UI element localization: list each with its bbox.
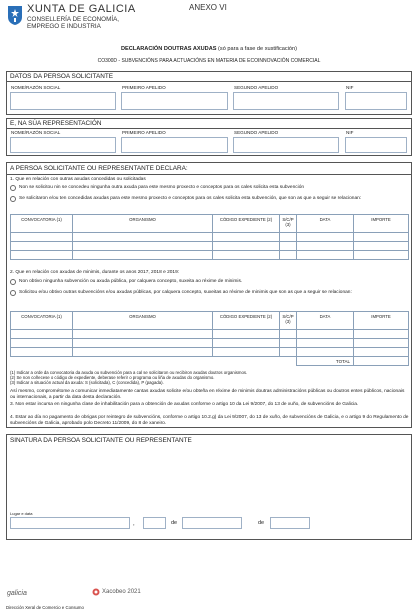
rep-surname1-field[interactable]	[121, 137, 228, 153]
note-1: (1) Indicar a orde da convocatoria da axuda ou subvención para a cal se solicitaron ou recibiron axudas doutros organismos.	[10, 370, 248, 375]
applicant-nif-label: NIF	[346, 85, 354, 90]
col-header: S/C/P (3)	[280, 312, 297, 330]
declaration-title: A PERSOA SOLICITANTE OU REPRESENTANTE DECLARA:	[10, 165, 188, 172]
applicant-surname2-field[interactable]	[233, 92, 339, 110]
place-date-label: Lugar e data	[10, 511, 33, 516]
q1-option2-text: Se solicitaron e/ou ten concedidas axudas para este mesmo proxecto e conceptos para os cales solicita esta subvención, que son as que a seguir se relacionan:	[19, 196, 362, 201]
q2-option2-text: Solicitou e/ou obtivo outras subvencións e/ou axudas públicas, por calquera concepto, suxeitas ao réxime de minimis que son as que a seguir se relacionan:	[19, 290, 352, 295]
col-header: ORGANISMO	[73, 215, 213, 233]
col-header: S/C/P (3)	[280, 215, 297, 233]
day-field[interactable]	[143, 517, 166, 529]
department-line-2: EMPREGO E INDUSTRIA	[27, 23, 101, 30]
xacobeo-logo-text: Xacobeo 2021	[102, 589, 141, 595]
applicant-surname1-label: PRIMEIRO APELIDO	[122, 85, 166, 90]
aids-table-2	[10, 311, 409, 366]
q1-option1-text: Non se solicitou nin se concedeu ningunha outra axuda para este mesmo proxecto e conceptos para os cales solicita esta subvención	[19, 185, 305, 190]
table-row	[11, 251, 409, 260]
col-header: CONVOCATORIA (1)	[11, 215, 73, 233]
q2-option1-text: Non obtivo ningunha subvención ou axuda pública, por calquera concepto, suxeita ao réxime de minimis.	[19, 279, 243, 284]
org-name: XUNTA DE GALICIA	[27, 3, 136, 15]
table-row	[11, 330, 409, 339]
col-header: IMPORTE	[354, 215, 409, 233]
rep-surname1-label: PRIMEIRO APELIDO	[122, 130, 166, 135]
note-3: (3) Indicar a situación actual da axuda: S (solicitada), C (concedida), P (pagada).	[10, 380, 164, 385]
comma: ,	[133, 521, 135, 527]
representative-title: E, NA SÚA REPRESENTACIÓN	[10, 120, 102, 127]
aids-table-1	[10, 214, 409, 260]
xacobeo-icon	[92, 588, 100, 596]
applicant-name-field[interactable]	[10, 92, 116, 110]
col-header: DATA	[297, 312, 354, 330]
applicant-name-label: NOME/RAZÓN SOCIAL	[11, 85, 61, 90]
note-2: (2) Se non coñecese o código de expediente, deberase referir o programa ou liña de axudas do organismo.	[10, 375, 215, 380]
month-field[interactable]	[182, 517, 242, 529]
annex-label: ANEXO VI	[189, 3, 227, 12]
directorate-label: Dirección Xeral de Comercio e Consumo	[6, 605, 84, 610]
rep-surname2-field[interactable]	[233, 137, 339, 153]
q1-option2-radio[interactable]	[10, 196, 16, 202]
place-field[interactable]	[10, 517, 130, 529]
divider	[6, 81, 412, 82]
title-note: (só para a fase de xustificación)	[218, 46, 298, 52]
total-label: TOTAL	[297, 357, 354, 366]
col-header: CÓDIGO EXPEDIENTE (2)	[213, 215, 280, 233]
de-label-1: de	[171, 520, 178, 526]
applicant-surname1-field[interactable]	[121, 92, 228, 110]
col-header: IMPORTE	[354, 312, 409, 330]
col-header: DATA	[297, 215, 354, 233]
rep-nif-field[interactable]	[345, 137, 407, 153]
question-2: 2. Que en relación con axudas de minimis, durante os anos 2017, 2018 e 2019:	[10, 270, 180, 275]
q2-option1-radio[interactable]	[10, 279, 16, 285]
de-label-2: de	[258, 520, 265, 526]
divider	[6, 128, 412, 129]
q2-option2-radio[interactable]	[10, 290, 16, 296]
table-row	[11, 348, 409, 357]
document-title	[0, 46, 418, 52]
rep-surname2-label: SEGUNDO APELIDO	[234, 130, 279, 135]
table-row	[11, 233, 409, 242]
signature-title: SINATURA DA PERSOA SOLICITANTE OU REPRESENTANTE	[10, 437, 192, 444]
procedure-subtitle: CO300D - SUBVENCIÓNS PARA ACTUACIÓNS EN MATERIA DE ECOINNOVACIÓN COMERCIAL	[97, 58, 321, 64]
title-main: DECLARACIÓN DOUTRAS AXUDAS	[120, 46, 217, 52]
total-row	[11, 357, 409, 366]
applicant-title: DATOS DA PERSOA SOLICITANTE	[10, 73, 113, 80]
divider	[6, 174, 412, 175]
xunta-shield-logo	[7, 5, 23, 26]
table-row	[11, 339, 409, 348]
applicant-nif-field[interactable]	[345, 92, 407, 110]
rep-name-field[interactable]	[10, 137, 116, 153]
total-field[interactable]	[354, 357, 409, 366]
question-3: 3. Non estar incursa en ningunha clase de inhabilitación para a obtención de axudas conforme o artigo 10 da Lei 9/2007, do 13 de xuño, de subvencións de Galicia.	[10, 402, 359, 407]
commitment-text: Así mesmo, comprométome a comunicar inmediatamente cantas axudas solicite e/ou obteña en réxime de minimis doutras administracións públicas ou doutros entes públicos, nacionais ou internacionais, a partir da data desta declaración.	[10, 389, 405, 401]
year-field[interactable]	[270, 517, 310, 529]
q1-option1-radio[interactable]	[10, 185, 16, 191]
col-header: CÓDIGO EXPEDIENTE (2)	[213, 312, 280, 330]
rep-nif-label: NIF	[346, 130, 354, 135]
table-row	[11, 242, 409, 251]
rep-name-label: NOME/RAZÓN SOCIAL	[11, 130, 61, 135]
question-4: 4. Estar ao día no pagamento de obrigas por reintegro de subvencións, conforme o artigo 10.2.g) da Lei 9/2007, do 13 de xuño, de subvencións de Galicia, e o artigo 9 do Regulamento de subvencións de Galicia, aprobado polo Decreto 11/2009, do 8 de xaneiro.	[10, 415, 409, 427]
applicant-surname2-label: SEGUNDO APELIDO	[234, 85, 279, 90]
department-line-1: CONSELLERÍA DE ECONOMÍA,	[27, 16, 120, 23]
question-1: 1. Que en relación con outras axudas concedidas ou solicitadas	[10, 177, 146, 182]
galicia-logo-text: galicia	[7, 590, 27, 597]
col-header: CONVOCATORIA (1)	[11, 312, 73, 330]
col-header: ORGANISMO	[73, 312, 213, 330]
